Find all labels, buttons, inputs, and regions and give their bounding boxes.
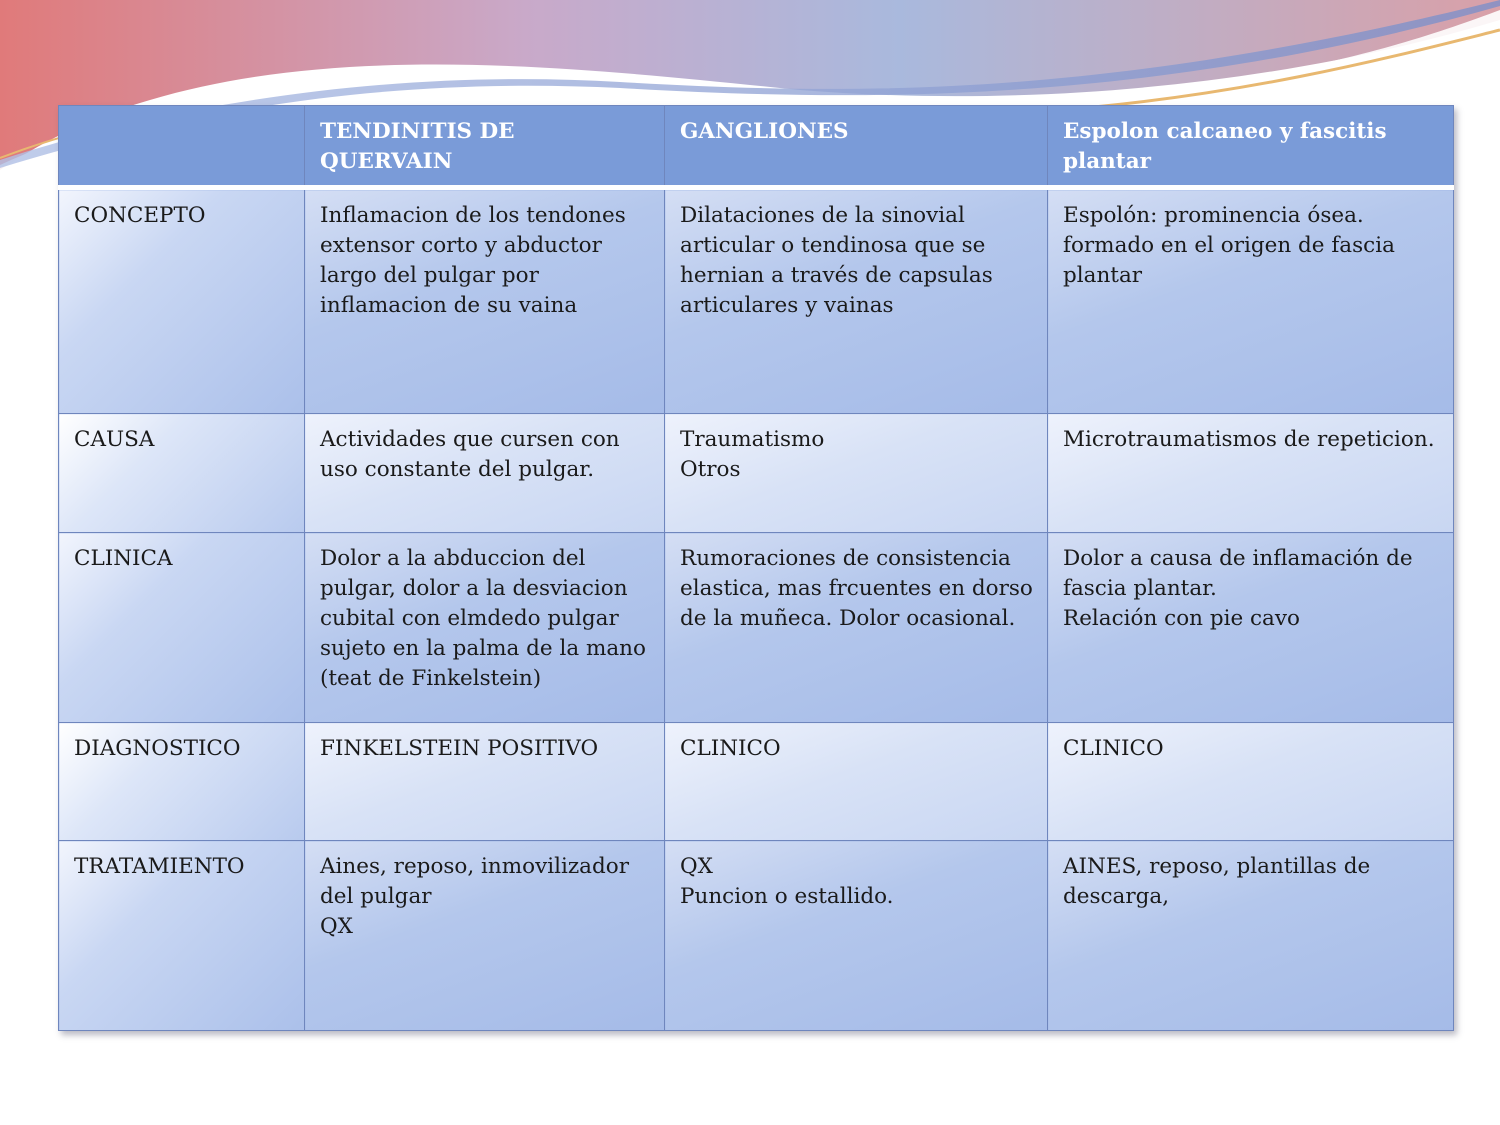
row-label: CLINICA [59,533,305,723]
table-row-clinica [59,533,1454,723]
table-cell: CLINICO [665,723,1048,841]
table-cell: Dolor a causa de inflamación de fascia plantar. Relación con pie cavo [1048,533,1454,723]
table-cell: Actividades que cursen con uso constante del pulgar. [305,414,665,533]
table-row-causa [59,414,1454,533]
table-cell: Aines, reposo, inmovilizador del pulgar QX [305,841,665,1031]
table-cell: Microtraumatismos de repeticion. [1048,414,1454,533]
row-label: TRATAMIENTO [59,841,305,1031]
header-cell-espolon: Espolon calcaneo y fascitis plantar [1048,106,1454,188]
table-row-tratamiento [59,841,1454,1031]
table-cell: Rumoraciones de consistencia elastica, mas frcuentes en dorso de la muñeca. Dolor ocasional. [665,533,1048,723]
comparison-table [58,105,1454,1031]
table-cell: AINES, reposo, plantillas de descarga, [1048,841,1454,1031]
header-cell-gangliones: GANGLIONES [665,106,1048,188]
table-cell: Traumatismo Otros [665,414,1048,533]
header-cell-tendinitis: TENDINITIS DE QUERVAIN [305,106,665,188]
row-label: CONCEPTO [59,188,305,414]
header-cell-empty [59,106,305,188]
table-cell: Dolor a la abduccion del pulgar, dolor a la desviacion cubital con elmdedo pulgar sujeto en la palma de la mano (teat de Finkelstein) [305,533,665,723]
table-cell: CLINICO [1048,723,1454,841]
table-cell: Dilataciones de la sinovial articular o tendinosa que se hernian a través de capsulas articulares y vainas [665,188,1048,414]
table-cell: FINKELSTEIN POSITIVO [305,723,665,841]
table-cell: QX Puncion o estallido. [665,841,1048,1031]
row-label: CAUSA [59,414,305,533]
table-row-concepto [59,188,1454,414]
table-header-row [59,106,1454,188]
row-label: DIAGNOSTICO [59,723,305,841]
table-row-diagnostico [59,723,1454,841]
table-cell: Inflamacion de los tendones extensor corto y abductor largo del pulgar por inflamacion de su vaina [305,188,665,414]
table-cell: Espolón: prominencia ósea. formado en el origen de fascia plantar [1048,188,1454,414]
